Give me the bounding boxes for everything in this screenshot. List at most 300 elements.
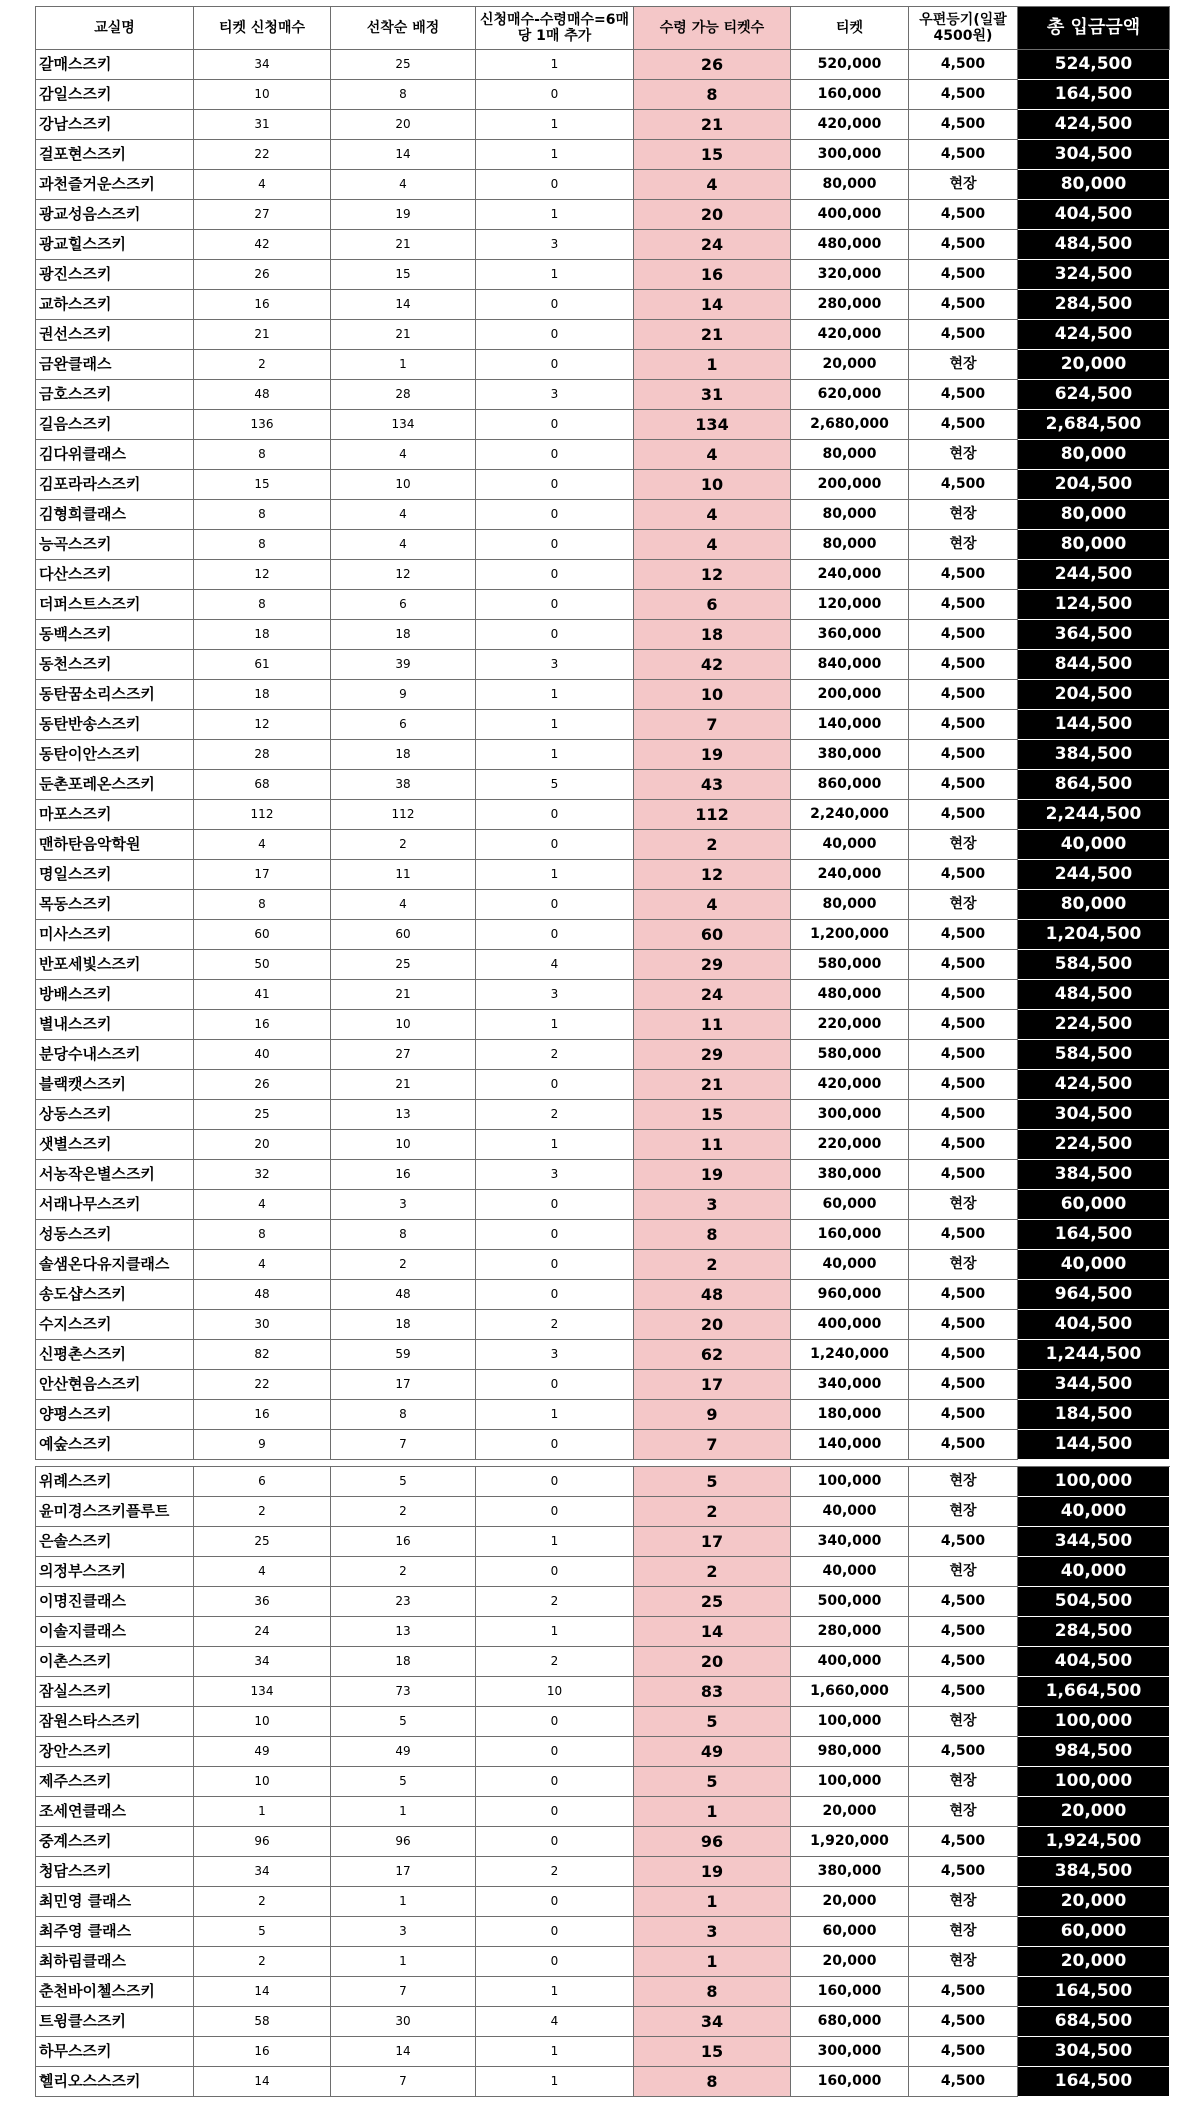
table-row (36, 1497, 1170, 1527)
cell-bonus: 1 (476, 50, 634, 80)
cell-applied: 2 (194, 350, 331, 380)
cell-assigned: 18 (331, 1647, 476, 1677)
cell-name: 양평스즈키 (36, 1400, 194, 1430)
cell-total: 20,000 (1018, 1887, 1170, 1917)
cell-assigned: 14 (331, 140, 476, 170)
cell-total: 344,500 (1018, 1527, 1170, 1557)
cell-ticket: 420,000 (791, 110, 909, 140)
cell-name: 장안스즈키 (36, 1737, 194, 1767)
cell-name: 서래나무스즈키 (36, 1190, 194, 1220)
cell-postage: 현장 (909, 1917, 1018, 1947)
cell-receivable: 4 (634, 170, 791, 200)
cell-total: 124,500 (1018, 590, 1170, 620)
cell-total: 144,500 (1018, 1430, 1170, 1460)
cell-bonus: 2 (476, 1040, 634, 1070)
cell-assigned: 17 (331, 1370, 476, 1400)
header-row (36, 7, 1170, 50)
cell-ticket: 300,000 (791, 2037, 909, 2067)
table-row (36, 2037, 1170, 2067)
cell-bonus: 0 (476, 470, 634, 500)
cell-name: 솔샘온다유지클래스 (36, 1250, 194, 1280)
cell-receivable: 5 (634, 1467, 791, 1497)
cell-name: 안산현음스즈키 (36, 1370, 194, 1400)
cell-postage: 4,500 (909, 680, 1018, 710)
table-row (36, 740, 1170, 770)
cell-postage: 4,500 (909, 1827, 1018, 1857)
cell-assigned: 16 (331, 1527, 476, 1557)
cell-applied: 48 (194, 380, 331, 410)
cell-receivable: 31 (634, 380, 791, 410)
cell-receivable: 49 (634, 1737, 791, 1767)
table-row (36, 1647, 1170, 1677)
cell-total: 20,000 (1018, 1947, 1170, 1977)
cell-name: 트윙클스즈키 (36, 2007, 194, 2037)
cell-receivable: 1 (634, 1947, 791, 1977)
cell-ticket: 1,660,000 (791, 1677, 909, 1707)
cell-bonus: 1 (476, 1977, 634, 2007)
cell-postage: 4,500 (909, 2067, 1018, 2097)
cell-postage: 4,500 (909, 1430, 1018, 1460)
cell-bonus: 0 (476, 1767, 634, 1797)
table-row (36, 950, 1170, 980)
cell-postage: 4,500 (909, 1370, 1018, 1400)
cell-receivable: 25 (634, 1587, 791, 1617)
cell-applied: 40 (194, 1040, 331, 1070)
divider-cell (194, 1460, 331, 1467)
table-row (36, 1587, 1170, 1617)
cell-postage: 현장 (909, 1887, 1018, 1917)
cell-postage: 4,500 (909, 650, 1018, 680)
cell-applied: 24 (194, 1617, 331, 1647)
cell-bonus: 4 (476, 2007, 634, 2037)
table-row (36, 680, 1170, 710)
cell-receivable: 2 (634, 1250, 791, 1280)
cell-applied: 60 (194, 920, 331, 950)
cell-name: 상동스즈키 (36, 1100, 194, 1130)
table-row (36, 650, 1170, 680)
cell-total: 1,244,500 (1018, 1340, 1170, 1370)
table-row (36, 1527, 1170, 1557)
cell-receivable: 11 (634, 1130, 791, 1160)
cell-total: 60,000 (1018, 1190, 1170, 1220)
cell-applied: 8 (194, 500, 331, 530)
cell-name: 예숲스즈키 (36, 1430, 194, 1460)
cell-applied: 25 (194, 1527, 331, 1557)
cell-total: 284,500 (1018, 1617, 1170, 1647)
cell-applied: 21 (194, 320, 331, 350)
cell-bonus: 0 (476, 1467, 634, 1497)
cell-total: 204,500 (1018, 470, 1170, 500)
cell-receivable: 19 (634, 740, 791, 770)
cell-ticket: 1,920,000 (791, 1827, 909, 1857)
cell-receivable: 60 (634, 920, 791, 950)
cell-ticket: 120,000 (791, 590, 909, 620)
cell-assigned: 39 (331, 650, 476, 680)
cell-total: 524,500 (1018, 50, 1170, 80)
cell-ticket: 340,000 (791, 1527, 909, 1557)
cell-ticket: 380,000 (791, 1857, 909, 1887)
cell-ticket: 220,000 (791, 1010, 909, 1040)
cell-receivable: 11 (634, 1010, 791, 1040)
cell-applied: 25 (194, 1100, 331, 1130)
cell-ticket: 40,000 (791, 830, 909, 860)
table-row (36, 410, 1170, 440)
cell-name: 잠원스타스즈키 (36, 1707, 194, 1737)
cell-bonus: 1 (476, 1617, 634, 1647)
cell-bonus: 3 (476, 380, 634, 410)
header-name: 교실명 (36, 7, 194, 50)
cell-postage: 4,500 (909, 1280, 1018, 1310)
cell-bonus: 1 (476, 200, 634, 230)
table-row (36, 470, 1170, 500)
cell-ticket: 280,000 (791, 1617, 909, 1647)
table-row (36, 1467, 1170, 1497)
cell-bonus: 0 (476, 1557, 634, 1587)
cell-assigned: 49 (331, 1737, 476, 1767)
cell-assigned: 6 (331, 710, 476, 740)
cell-assigned: 18 (331, 620, 476, 650)
table-row (36, 1310, 1170, 1340)
cell-total: 100,000 (1018, 1707, 1170, 1737)
cell-ticket: 980,000 (791, 1737, 909, 1767)
divider-cell (1018, 1460, 1170, 1467)
cell-name: 금완클래스 (36, 350, 194, 380)
cell-assigned: 1 (331, 1947, 476, 1977)
cell-assigned: 21 (331, 320, 476, 350)
cell-receivable: 29 (634, 1040, 791, 1070)
cell-name: 미사스즈키 (36, 920, 194, 950)
cell-ticket: 960,000 (791, 1280, 909, 1310)
cell-receivable: 26 (634, 50, 791, 80)
cell-ticket: 2,680,000 (791, 410, 909, 440)
table-row (36, 1857, 1170, 1887)
cell-name: 동천스즈키 (36, 650, 194, 680)
cell-total: 40,000 (1018, 1250, 1170, 1280)
cell-postage: 현장 (909, 1707, 1018, 1737)
cell-ticket: 240,000 (791, 860, 909, 890)
cell-name: 광진스즈키 (36, 260, 194, 290)
table-row (36, 1707, 1170, 1737)
table-row (36, 1340, 1170, 1370)
cell-postage: 4,500 (909, 860, 1018, 890)
cell-receivable: 1 (634, 1887, 791, 1917)
cell-postage: 현장 (909, 350, 1018, 380)
cell-name: 최민영 클래스 (36, 1887, 194, 1917)
cell-name: 걸포현스즈키 (36, 140, 194, 170)
cell-bonus: 0 (476, 1497, 634, 1527)
cell-assigned: 21 (331, 230, 476, 260)
cell-postage: 현장 (909, 170, 1018, 200)
cell-assigned: 13 (331, 1617, 476, 1647)
cell-postage: 현장 (909, 1947, 1018, 1977)
cell-applied: 12 (194, 560, 331, 590)
table-row (36, 620, 1170, 650)
table-row (36, 290, 1170, 320)
table-row (36, 1887, 1170, 1917)
divider-cell (909, 1460, 1018, 1467)
cell-postage: 4,500 (909, 380, 1018, 410)
cell-assigned: 5 (331, 1767, 476, 1797)
cell-postage: 4,500 (909, 980, 1018, 1010)
cell-receivable: 4 (634, 890, 791, 920)
section-divider (36, 1460, 1170, 1467)
cell-postage: 현장 (909, 1497, 1018, 1527)
cell-applied: 136 (194, 410, 331, 440)
cell-bonus: 0 (476, 1070, 634, 1100)
cell-ticket: 300,000 (791, 1100, 909, 1130)
cell-assigned: 10 (331, 1130, 476, 1160)
cell-bonus: 0 (476, 1280, 634, 1310)
cell-assigned: 73 (331, 1677, 476, 1707)
cell-applied: 48 (194, 1280, 331, 1310)
cell-applied: 9 (194, 1430, 331, 1460)
cell-name: 목동스즈키 (36, 890, 194, 920)
cell-applied: 4 (194, 1190, 331, 1220)
cell-ticket: 80,000 (791, 530, 909, 560)
cell-total: 244,500 (1018, 560, 1170, 590)
cell-bonus: 0 (476, 590, 634, 620)
cell-applied: 96 (194, 1827, 331, 1857)
cell-receivable: 3 (634, 1190, 791, 1220)
table-row (36, 1070, 1170, 1100)
cell-total: 304,500 (1018, 140, 1170, 170)
table-row (36, 1130, 1170, 1160)
cell-postage: 4,500 (909, 800, 1018, 830)
cell-total: 284,500 (1018, 290, 1170, 320)
cell-applied: 5 (194, 1917, 331, 1947)
cell-assigned: 18 (331, 1310, 476, 1340)
cell-bonus: 5 (476, 770, 634, 800)
cell-postage: 4,500 (909, 1857, 1018, 1887)
cell-assigned: 11 (331, 860, 476, 890)
cell-name: 춘천바이첼스즈키 (36, 1977, 194, 2007)
cell-total: 164,500 (1018, 1220, 1170, 1250)
cell-applied: 6 (194, 1467, 331, 1497)
cell-applied: 4 (194, 1250, 331, 1280)
table-row (36, 500, 1170, 530)
cell-receivable: 83 (634, 1677, 791, 1707)
cell-total: 224,500 (1018, 1130, 1170, 1160)
cell-receivable: 4 (634, 500, 791, 530)
cell-name: 갈매스즈키 (36, 50, 194, 80)
cell-applied: 31 (194, 110, 331, 140)
cell-receivable: 43 (634, 770, 791, 800)
cell-assigned: 2 (331, 1250, 476, 1280)
cell-applied: 8 (194, 890, 331, 920)
cell-ticket: 360,000 (791, 620, 909, 650)
cell-assigned: 59 (331, 1340, 476, 1370)
cell-receivable: 24 (634, 230, 791, 260)
cell-total: 144,500 (1018, 710, 1170, 740)
cell-receivable: 34 (634, 2007, 791, 2037)
divider-cell (476, 1460, 634, 1467)
cell-receivable: 19 (634, 1160, 791, 1190)
table-row (36, 1370, 1170, 1400)
cell-name: 강남스즈키 (36, 110, 194, 140)
table-row (36, 1917, 1170, 1947)
cell-ticket: 480,000 (791, 230, 909, 260)
cell-total: 80,000 (1018, 500, 1170, 530)
cell-bonus: 1 (476, 740, 634, 770)
cell-assigned: 18 (331, 740, 476, 770)
table-row (36, 2067, 1170, 2097)
cell-postage: 4,500 (909, 230, 1018, 260)
divider-cell (36, 1460, 194, 1467)
cell-name: 반포세빛스즈키 (36, 950, 194, 980)
cell-bonus: 0 (476, 830, 634, 860)
cell-postage: 현장 (909, 1557, 1018, 1587)
cell-total: 80,000 (1018, 890, 1170, 920)
cell-postage: 4,500 (909, 1617, 1018, 1647)
cell-name: 최하림클래스 (36, 1947, 194, 1977)
cell-name: 위례스즈키 (36, 1467, 194, 1497)
header-ticket: 티켓 (791, 7, 909, 50)
cell-total: 2,684,500 (1018, 410, 1170, 440)
cell-total: 164,500 (1018, 80, 1170, 110)
cell-assigned: 12 (331, 560, 476, 590)
cell-receivable: 10 (634, 470, 791, 500)
table-row (36, 1767, 1170, 1797)
cell-receivable: 14 (634, 1617, 791, 1647)
cell-postage: 4,500 (909, 920, 1018, 950)
cell-name: 별내스즈키 (36, 1010, 194, 1040)
cell-applied: 15 (194, 470, 331, 500)
cell-postage: 4,500 (909, 1400, 1018, 1430)
cell-receivable: 134 (634, 410, 791, 440)
table-row (36, 320, 1170, 350)
cell-name: 블랙캣스즈키 (36, 1070, 194, 1100)
cell-bonus: 1 (476, 1130, 634, 1160)
cell-assigned: 16 (331, 1160, 476, 1190)
cell-total: 424,500 (1018, 110, 1170, 140)
cell-receivable: 42 (634, 650, 791, 680)
cell-name: 성동스즈키 (36, 1220, 194, 1250)
cell-bonus: 0 (476, 1917, 634, 1947)
cell-ticket: 380,000 (791, 740, 909, 770)
cell-assigned: 7 (331, 1430, 476, 1460)
cell-applied: 112 (194, 800, 331, 830)
cell-total: 1,664,500 (1018, 1677, 1170, 1707)
cell-assigned: 60 (331, 920, 476, 950)
cell-bonus: 0 (476, 1947, 634, 1977)
cell-total: 424,500 (1018, 320, 1170, 350)
cell-total: 304,500 (1018, 1100, 1170, 1130)
cell-assigned: 4 (331, 530, 476, 560)
cell-assigned: 19 (331, 200, 476, 230)
cell-total: 384,500 (1018, 740, 1170, 770)
cell-name: 동탄이안스즈키 (36, 740, 194, 770)
cell-receivable: 8 (634, 1220, 791, 1250)
cell-ticket: 20,000 (791, 1947, 909, 1977)
cell-receivable: 2 (634, 1557, 791, 1587)
cell-applied: 17 (194, 860, 331, 890)
cell-receivable: 7 (634, 710, 791, 740)
cell-ticket: 200,000 (791, 680, 909, 710)
cell-name: 길음스즈키 (36, 410, 194, 440)
cell-postage: 4,500 (909, 320, 1018, 350)
cell-name: 더퍼스트스즈키 (36, 590, 194, 620)
cell-receivable: 7 (634, 1430, 791, 1460)
cell-ticket: 340,000 (791, 1370, 909, 1400)
table-row (36, 710, 1170, 740)
table-row (36, 260, 1170, 290)
cell-bonus: 0 (476, 80, 634, 110)
cell-bonus: 0 (476, 890, 634, 920)
cell-receivable: 1 (634, 1797, 791, 1827)
cell-total: 404,500 (1018, 200, 1170, 230)
cell-receivable: 5 (634, 1707, 791, 1737)
cell-total: 384,500 (1018, 1857, 1170, 1887)
cell-total: 184,500 (1018, 1400, 1170, 1430)
cell-applied: 30 (194, 1310, 331, 1340)
cell-postage: 4,500 (909, 1977, 1018, 2007)
cell-bonus: 1 (476, 680, 634, 710)
cell-name: 윤미경스즈키플루트 (36, 1497, 194, 1527)
table-row (36, 1400, 1170, 1430)
cell-name: 금호스즈키 (36, 380, 194, 410)
cell-ticket: 420,000 (791, 1070, 909, 1100)
cell-total: 40,000 (1018, 830, 1170, 860)
cell-assigned: 8 (331, 80, 476, 110)
table-row (36, 1827, 1170, 1857)
cell-ticket: 620,000 (791, 380, 909, 410)
cell-name: 과천즐거운스즈키 (36, 170, 194, 200)
cell-ticket: 500,000 (791, 1587, 909, 1617)
cell-applied: 61 (194, 650, 331, 680)
cell-ticket: 320,000 (791, 260, 909, 290)
cell-applied: 4 (194, 170, 331, 200)
cell-total: 40,000 (1018, 1497, 1170, 1527)
table-row (36, 170, 1170, 200)
cell-bonus: 0 (476, 500, 634, 530)
table-row (36, 80, 1170, 110)
table-row (36, 110, 1170, 140)
table-row (36, 1797, 1170, 1827)
cell-assigned: 13 (331, 1100, 476, 1130)
cell-ticket: 280,000 (791, 290, 909, 320)
cell-receivable: 19 (634, 1857, 791, 1887)
table-row (36, 140, 1170, 170)
cell-assigned: 3 (331, 1917, 476, 1947)
cell-postage: 4,500 (909, 740, 1018, 770)
table-body (36, 50, 1170, 2097)
cell-bonus: 0 (476, 1250, 634, 1280)
cell-total: 80,000 (1018, 170, 1170, 200)
cell-name: 감일스즈키 (36, 80, 194, 110)
cell-postage: 4,500 (909, 260, 1018, 290)
cell-total: 364,500 (1018, 620, 1170, 650)
cell-receivable: 15 (634, 1100, 791, 1130)
cell-receivable: 16 (634, 260, 791, 290)
cell-ticket: 20,000 (791, 1797, 909, 1827)
cell-ticket: 20,000 (791, 1887, 909, 1917)
cell-receivable: 2 (634, 1497, 791, 1527)
cell-applied: 49 (194, 1737, 331, 1767)
cell-postage: 현장 (909, 1250, 1018, 1280)
cell-name: 동탄꿈소리스즈키 (36, 680, 194, 710)
cell-receivable: 96 (634, 1827, 791, 1857)
table-row (36, 1617, 1170, 1647)
cell-ticket: 140,000 (791, 710, 909, 740)
cell-name: 잠실스즈키 (36, 1677, 194, 1707)
cell-total: 20,000 (1018, 350, 1170, 380)
cell-name: 하무스즈키 (36, 2037, 194, 2067)
cell-bonus: 0 (476, 1190, 634, 1220)
cell-assigned: 5 (331, 1467, 476, 1497)
cell-bonus: 1 (476, 860, 634, 890)
cell-postage: 4,500 (909, 2007, 1018, 2037)
cell-total: 484,500 (1018, 230, 1170, 260)
